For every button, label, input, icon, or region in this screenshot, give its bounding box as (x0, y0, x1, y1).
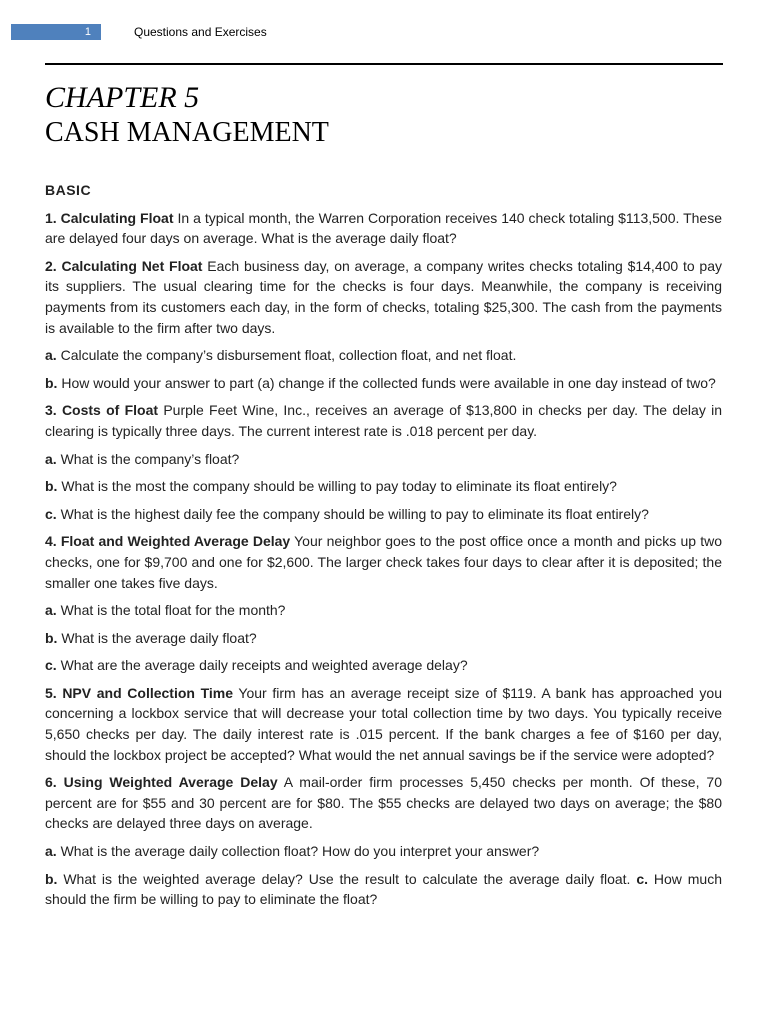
paragraph-text: Each business day, on average, a company writes checks totaling $14,400 to pay its suppliers. The usual clearing time for the checks is four days. Meanwhile, the company is receiving payments from its customers each day, in the form of checks, totaling $25,300. The cash from the payments is available to the firm after two days. (45, 257, 722, 336)
chapter-label: CHAPTER 5 (45, 81, 200, 114)
running-header-title: Questions and Exercises (134, 25, 267, 39)
paragraph-text: What is the highest daily fee the company should be willing to pay to eliminate its float entirely? (56, 505, 649, 522)
paragraph-text: How much should the firm be willing to pay to eliminate the float? (45, 870, 722, 908)
paragraph-lead: c. (45, 505, 57, 522)
paragraph-lead: c. (45, 657, 57, 674)
paragraph-lead: a. (45, 347, 57, 364)
paragraph-lead: b. (45, 629, 58, 646)
paragraph-lead: b. (45, 478, 58, 495)
paragraph-lead: 1. Calculating Float (45, 209, 174, 226)
paragraph-lead: a. (45, 602, 57, 619)
paragraph-text: What is the company’s float? (56, 450, 240, 467)
paragraph-text: Purple Feet Wine, Inc., receives an average of $13,800 in checks per day. The delay in clearing is typically three days. The current interest rate is .018 percent per day. (45, 402, 722, 439)
paragraph-text: What is the average daily collection float? How do you interpret your answer? (56, 843, 540, 860)
chapter-title: CASH MANAGEMENT (45, 117, 329, 148)
paragraph-lead: 6. Using Weighted Average Delay (45, 774, 278, 791)
paragraph (45, 841, 722, 862)
page-number-badge: 1 (11, 24, 101, 40)
paragraph (45, 400, 722, 441)
paragraph (45, 531, 722, 593)
paragraph-list (45, 208, 722, 862)
paragraph-text: What is the weighted average delay? Use the result to calculate the average daily float. (57, 870, 631, 887)
paragraph (45, 600, 722, 621)
paragraph (45, 449, 722, 470)
paragraph-lead: a. (45, 843, 57, 860)
paragraph (45, 683, 722, 765)
paragraph-lead: a. (45, 450, 57, 467)
paragraph-text: Your firm has an average receipt size of $119. A bank has approached you concerning a lockbox service that will decrease your total collection time by two days. You typically receive 5,650 checks per day. The daily interest rate is .015 percent. If the bank charges a fee of $160 per day, should the lockbox project be accepted? What would the net annual savings be if the service were adopted? (45, 684, 722, 763)
paragraph-text: How would your answer to part (a) change if the collected funds were available in one day instead of two? (57, 374, 716, 391)
paragraph (45, 208, 722, 249)
paragraph-text: What is the most the company should be willing to pay today to eliminate its float entirely? (57, 478, 617, 495)
paragraph-text: What are the average daily receipts and weighted average delay? (56, 657, 468, 674)
document-body (45, 180, 722, 917)
paragraph (45, 869, 722, 910)
paragraph-text: In a typical month, the Warren Corporation receives 140 check totaling $113,500. These are delayed four days on average. What is the average daily float? (45, 209, 723, 247)
paragraph-lead: 4. Float and Weighted Average Delay (45, 533, 291, 550)
paragraph-lead: 2. Calculating Net Float (45, 257, 203, 274)
paragraph-text: Calculate the company’s disbursement float, collection float, and net float. (56, 347, 517, 364)
paragraph-text: Your neighbor goes to the post office once a month and picks up two checks, one for $9,700 and one for $2,600. The larger check takes four days to clear after it is deposited; the smaller one takes five days. (45, 533, 722, 591)
header-divider (45, 63, 723, 65)
paragraph-lead: b. (45, 870, 58, 887)
paragraph-lead: 3. Costs of Float (45, 402, 159, 419)
paragraph (45, 373, 722, 394)
paragraph-lead: 5. NPV and Collection Time (45, 684, 234, 701)
paragraph-text: A mail-order firm processes 5,450 checks per month. Of these, 70 percent are for $55 and 30 percent are for $80. The $55 checks are delayed two days on average; the $80 checks are delayed three days on average. (45, 774, 722, 832)
paragraph (45, 772, 722, 834)
paragraph-text: What is the average daily float? (57, 629, 257, 646)
paragraph-lead: b. (45, 374, 58, 391)
paragraph (45, 628, 722, 649)
section-heading: BASIC (45, 182, 92, 198)
paragraph (45, 256, 722, 338)
paragraph (45, 476, 722, 497)
paragraph (45, 345, 722, 366)
paragraph (45, 504, 722, 525)
paragraph-text: What is the total float for the month? (56, 602, 286, 619)
paragraph (45, 655, 722, 676)
paragraph-lead: c. (636, 870, 648, 887)
